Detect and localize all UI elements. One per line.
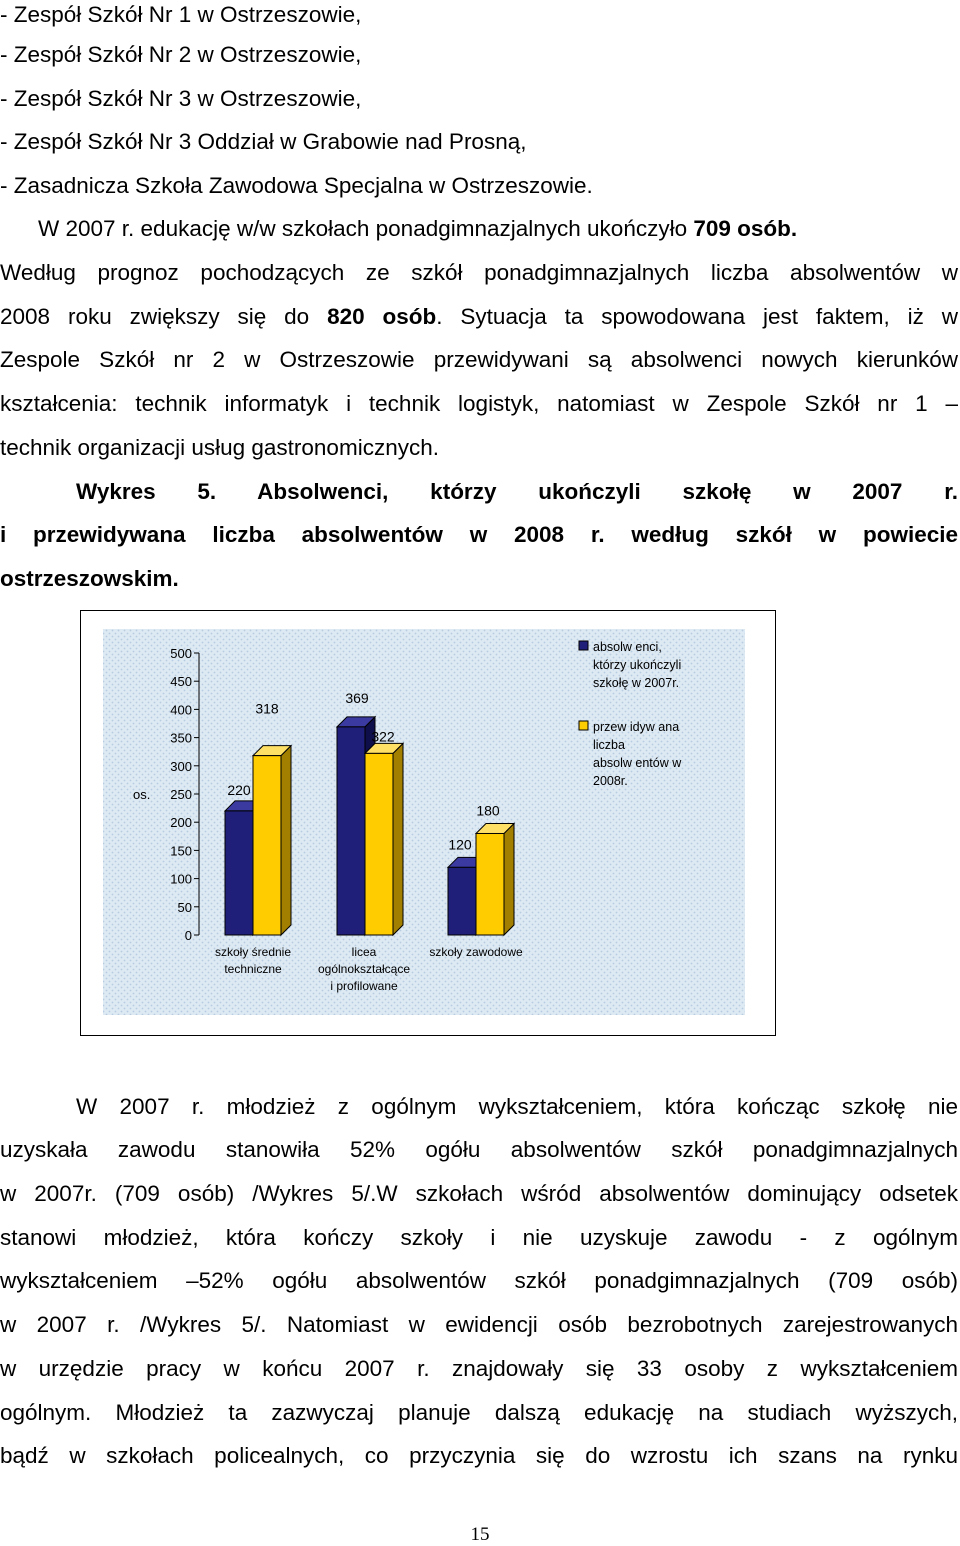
- legend-swatch: [579, 641, 588, 650]
- y-tick-label: 350: [170, 730, 192, 746]
- text: W 2007 r. edukację w/w szkołach ponadgimnazjalnych ukończyło: [38, 216, 694, 241]
- bar-chart: [81, 611, 775, 1035]
- list-item: - Zespół Szkół Nr 1 w Ostrzeszowie,: [0, 2, 362, 27]
- data-label: 322: [371, 728, 395, 745]
- legend-label: którzy ukończyli: [593, 658, 682, 672]
- y-tick-label: 100: [170, 871, 192, 887]
- page-number: 15: [470, 1524, 490, 1545]
- chart-caption: Wykres 5. Absolwenci, którzy ukończyli szkołę w 2007 r.: [76, 479, 958, 504]
- y-tick-label: 200: [170, 815, 192, 831]
- y-tick-label: 150: [170, 843, 192, 859]
- legend-label: liczba: [593, 738, 625, 752]
- bar: [476, 833, 504, 935]
- bar: [253, 756, 281, 935]
- paragraph-line: kształcenia: technik informatyk i technik logistyk, natomiast w Zespole Szkół nr 1 –: [0, 391, 958, 416]
- y-tick-label: 400: [170, 702, 192, 718]
- highlight-709: 709 osób.: [693, 216, 798, 241]
- legend-label: szkołę w 2007r.: [593, 676, 680, 690]
- bar-side: [281, 746, 291, 935]
- paragraph-line: w urzędzie pracy w końcu 2007 r. znajdowały się 33 osoby z wykształceniem: [0, 1356, 958, 1381]
- data-label: 180: [476, 802, 500, 819]
- category-label: licea: [351, 945, 377, 959]
- list-item: - Zespół Szkół Nr 2 w Ostrzeszowie,: [0, 42, 362, 67]
- category-label: i profilowane: [330, 979, 398, 993]
- legend-label: absolw enci,: [593, 640, 662, 654]
- legend-swatch: [579, 721, 588, 730]
- paragraph-line: wykształceniem –52% ogółu absolwentów szkół ponadgimnazjalnych (709 osób): [0, 1268, 958, 1293]
- y-tick-label: 250: [170, 787, 192, 802]
- y-axis-label: os.: [133, 787, 151, 802]
- highlight-820: 820 osób: [327, 304, 437, 329]
- bar: [448, 867, 476, 935]
- paragraph-line: W 2007 r. młodzież z ogólnym wykształceniem, która kończąc szkołę nie: [76, 1094, 958, 1119]
- paragraph-line: uzyskała zawodu stanowiła 52% ogółu absolwentów szkół ponadgimnazjalnych: [0, 1137, 958, 1162]
- list-item: - Zespół Szkół Nr 3 Oddział w Grabowie nad Prosną,: [0, 129, 527, 154]
- text: . Sytuacja ta spowodowana jest faktem, iż w: [436, 304, 958, 329]
- paragraph-line: Według prognoz pochodzących ze szkół ponadgimnazjalnych liczba absolwentów w: [0, 260, 958, 285]
- chart-caption: ostrzeszowskim.: [0, 566, 179, 591]
- bar-side: [393, 743, 403, 935]
- chart-caption: i przewidywana liczba absolwentów w 2008 r. według szkół w powiecie: [0, 522, 958, 547]
- y-tick-label: 500: [170, 646, 192, 661]
- paragraph-line: stanowi młodzież, która kończy szkoły i nie uzyskuje zawodu - z ogólnym: [0, 1225, 958, 1250]
- data-label: 369: [345, 689, 369, 706]
- paragraph-line: technik organizacji usług gastronomicznych.: [0, 435, 439, 460]
- y-tick-label: 450: [170, 674, 192, 690]
- category-label: szkoły zawodowe: [429, 945, 523, 959]
- legend-label: absolw entów w: [593, 756, 682, 770]
- paragraph-line: w 2007r. (709 osób) /Wykres 5/.W szkołach wśród absolwentów dominujący odsetek: [0, 1181, 958, 1206]
- paragraph-line: bądź w szkołach policealnych, co przyczynia się do wzrostu ich szans na rynku: [0, 1443, 958, 1468]
- legend-label: 2008r.: [593, 774, 628, 788]
- chart-frame: [80, 610, 776, 1036]
- paragraph-line: w 2007 r. /Wykres 5/. Natomiast w ewidencji osób bezrobotnych zarejestrowanych: [0, 1312, 958, 1337]
- list-item: - Zespół Szkół Nr 3 w Ostrzeszowie,: [0, 86, 362, 111]
- data-label: 220: [227, 781, 251, 798]
- paragraph-line: Zespole Szkół nr 2 w Ostrzeszowie przewidywani są absolwenci nowych kierunków: [0, 347, 958, 372]
- y-tick-label: 300: [170, 758, 192, 774]
- paragraph-line: [0, 214, 958, 244]
- y-tick-label: 0: [184, 928, 192, 943]
- y-tick-label: 50: [177, 899, 192, 915]
- data-label: 120: [448, 836, 472, 853]
- legend-label: przew idyw ana: [593, 720, 680, 734]
- bar: [225, 811, 253, 935]
- category-label: techniczne: [224, 962, 282, 976]
- paragraph-line: [0, 302, 958, 332]
- bar-side: [504, 823, 514, 935]
- bar: [365, 753, 393, 935]
- paragraph-line: ogólnym. Młodzież ta zazwyczaj planuje dalszą edukację na studiach wyższych,: [0, 1400, 958, 1425]
- list-item: - Zasadnicza Szkoła Zawodowa Specjalna w Ostrzeszowie.: [0, 173, 593, 198]
- text: 2008 roku zwiększy się do: [0, 304, 328, 329]
- data-label: 318: [255, 700, 279, 717]
- category-label: ogólnokształcące: [317, 962, 411, 976]
- bar: [337, 727, 365, 935]
- category-label: szkoły średnie: [214, 945, 292, 959]
